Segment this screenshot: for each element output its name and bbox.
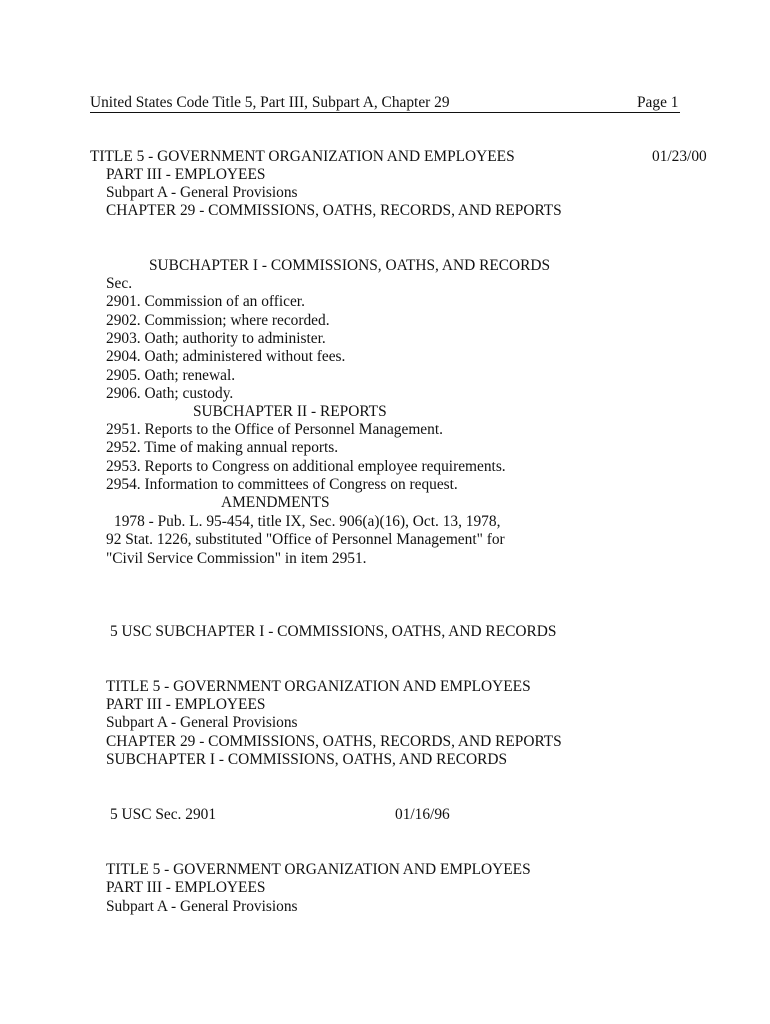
amendments-heading: AMENDMENTS [221, 494, 330, 511]
amendment-line: 1978 - Pub. L. 95-454, title IX, Sec. 906(a)(16), Oct. 13, 1978, [114, 513, 501, 530]
sec-label: Sec. [106, 275, 133, 292]
section-item: 2901. Commission of an officer. [106, 293, 305, 310]
section-item: 2952. Time of making annual reports. [106, 439, 339, 456]
header-rule [90, 112, 680, 113]
chapter-line: CHAPTER 29 - COMMISSIONS, OATHS, RECORDS, AND REPORTS [106, 733, 562, 750]
chapter-line: CHAPTER 29 - COMMISSIONS, OATHS, RECORDS, AND REPORTS [106, 202, 562, 219]
subchapter-2-heading: SUBCHAPTER II - REPORTS [193, 403, 387, 420]
subpart-line: Subpart A - General Provisions [106, 898, 298, 915]
section-item: 2953. Reports to Congress on additional employee requirements. [106, 458, 506, 475]
subchapter-1-heading: SUBCHAPTER I - COMMISSIONS, OATHS, AND RECORDS [149, 257, 551, 274]
section-item: 2954. Information to committees of Congress on request. [106, 476, 458, 493]
usc-subchapter-citation: 5 USC SUBCHAPTER I - COMMISSIONS, OATHS, AND RECORDS [110, 623, 557, 640]
section-date: 01/16/96 [395, 806, 450, 823]
section-item: 2903. Oath; authority to administer. [106, 330, 326, 347]
subpart-line: Subpart A - General Provisions [106, 184, 298, 201]
amendment-line: "Civil Service Commission" in item 2951. [106, 550, 367, 567]
page-number: Page 1 [637, 94, 679, 111]
part-line: PART III - EMPLOYEES [106, 879, 266, 896]
title-line: TITLE 5 - GOVERNMENT ORGANIZATION AND EMPLOYEES [106, 861, 531, 878]
section-item: 2902. Commission; where recorded. [106, 312, 330, 329]
section-item: 2906. Oath; custody. [106, 385, 234, 402]
title-line: TITLE 5 - GOVERNMENT ORGANIZATION AND EMPLOYEES [90, 148, 515, 165]
section-item: 2951. Reports to the Office of Personnel Management. [106, 421, 443, 438]
subpart-line: Subpart A - General Provisions [106, 714, 298, 731]
section-citation: 5 USC Sec. 2901 [110, 806, 217, 823]
subchapter-line: SUBCHAPTER I - COMMISSIONS, OATHS, AND RECORDS [106, 751, 508, 768]
amendment-line: 92 Stat. 1226, substituted "Office of Personnel Management" for [106, 531, 505, 548]
title-line: TITLE 5 - GOVERNMENT ORGANIZATION AND EMPLOYEES [106, 678, 531, 695]
section-item: 2904. Oath; administered without fees. [106, 348, 346, 365]
part-line: PART III - EMPLOYEES [106, 166, 266, 183]
heading-date: 01/23/00 [652, 148, 707, 165]
section-item: 2905. Oath; renewal. [106, 367, 236, 384]
part-line: PART III - EMPLOYEES [106, 696, 266, 713]
header-title: United States Code Title 5, Part III, Subpart A, Chapter 29 [90, 94, 450, 111]
